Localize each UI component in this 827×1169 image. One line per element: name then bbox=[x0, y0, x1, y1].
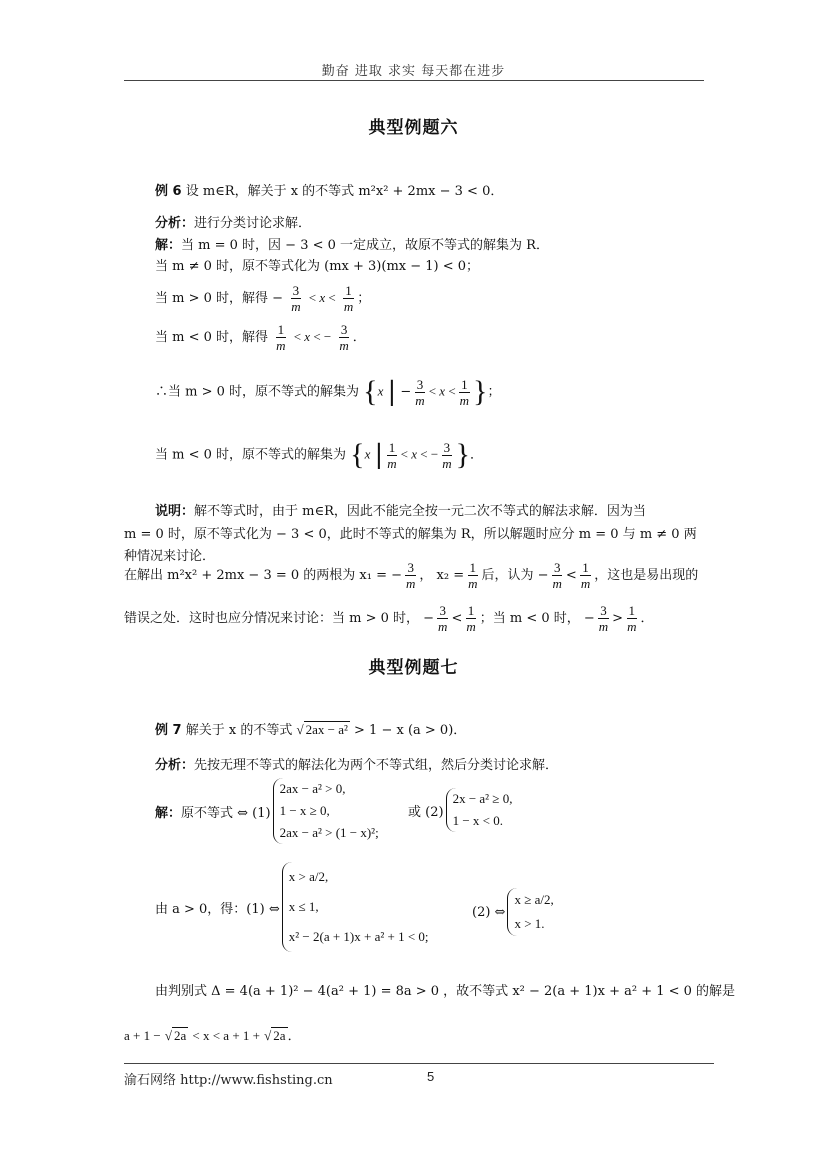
or-label-2: (2) ⇔ bbox=[472, 904, 506, 920]
denominator: m bbox=[468, 576, 478, 591]
fraction bbox=[551, 560, 564, 591]
solution-system-3 bbox=[155, 862, 429, 952]
denominator: m bbox=[580, 576, 591, 591]
fraction bbox=[436, 603, 449, 634]
numerator: 1 bbox=[277, 322, 285, 337]
note-line-3: 种情况来讨论． bbox=[124, 549, 216, 564]
solution-system-1 bbox=[155, 778, 379, 844]
example-6-problem bbox=[155, 180, 503, 199]
fraction bbox=[466, 560, 479, 591]
numerator: 1 bbox=[345, 283, 352, 298]
denominator: m bbox=[387, 455, 397, 471]
root-text-c: ． bbox=[287, 1029, 301, 1044]
system-row: 1 − x < 0. bbox=[452, 813, 503, 828]
footer-rule bbox=[124, 1063, 714, 1064]
system-row: 2ax − a² > (1 − x)²; bbox=[279, 825, 379, 840]
inequality-system-1 bbox=[273, 778, 379, 844]
solution-intro: 原不等式 ⇔ (1) bbox=[181, 805, 271, 821]
section-title-6: 典型例题六 bbox=[368, 118, 459, 138]
numerator: 3 bbox=[600, 603, 607, 618]
fraction bbox=[274, 322, 287, 353]
sqrt-radicand: 2ax − a² bbox=[305, 722, 348, 737]
note-text-4b: ， x₂ = bbox=[419, 568, 465, 583]
system-row: 2x − a² ≥ 0, bbox=[452, 791, 513, 806]
analysis-text: 进行分类讨论求解． bbox=[194, 216, 312, 231]
fraction bbox=[440, 440, 453, 471]
fraction bbox=[458, 377, 471, 408]
analysis-label: 分析： bbox=[155, 216, 195, 231]
solution-text-1: 当 m = 0 时，因 − 3 < 0 一定成立，故原不等式的解集为 R． bbox=[181, 238, 549, 253]
fraction bbox=[597, 603, 610, 634]
inequality-system-3 bbox=[282, 862, 429, 952]
solution-line-4: 当 m < 0 时，解得 $\frac{1}{m}$ < x < − $\frac{3}{m}$ ． bbox=[155, 322, 366, 353]
system-row: x ≥ a/2, bbox=[514, 892, 554, 907]
note-text-1: 解不等式时，由于 m∈R，因此不能完全按一元二次不等式的解法求解．因为当 bbox=[194, 504, 646, 519]
fraction bbox=[579, 560, 592, 591]
note-line-5: 错误之处．这时也应分情况来讨论：当 m > 0 时， − $\frac{3}{m}$ < $\frac{1}{m}$ ；当 m < 0 时， − $\frac{3}{m}$ > $\frac{1}{m}$ ． bbox=[124, 603, 654, 634]
or-label: 或 (2) bbox=[408, 804, 444, 820]
numerator: 3 bbox=[439, 603, 446, 618]
problem-text-a: 解关于 x 的不等式 bbox=[185, 723, 293, 738]
solution-label: 解： bbox=[155, 805, 182, 821]
numerator: 3 bbox=[553, 560, 561, 575]
note-text-5a: 错误之处．这时也应分情况来讨论：当 m > 0 时， − bbox=[124, 611, 435, 626]
sqrt-radicand: 2a bbox=[273, 1028, 286, 1043]
denominator: m bbox=[415, 392, 425, 408]
fraction bbox=[342, 283, 355, 314]
solution-line-5: ∴当 m > 0 时，原不等式的解集为 {x | − $\frac{3}{m}$ < x < $\frac{1}{m}$ }； bbox=[155, 375, 501, 408]
discriminant-line: 由判别式 Δ = 4(a + 1)² − 4(a² + 1) = 8a > 0 ，故不等式 x² − 2(a + 1)x + a² + 1 < 0 的解是 bbox=[155, 984, 736, 999]
note-line-1 bbox=[155, 500, 646, 519]
page-number: 5 bbox=[427, 1069, 435, 1084]
problem-text: 设 m∈R，解关于 x 的不等式 m²x² + 2mx − 3 < 0． bbox=[185, 184, 504, 199]
solution-text-6: 当 m < 0 时，原不等式的解集为 bbox=[155, 447, 347, 463]
numerator: 3 bbox=[407, 560, 414, 575]
system-row: 2ax − a² > 0, bbox=[279, 781, 346, 796]
solution-line-6: 当 m < 0 时，原不等式的解集为 {x | $\frac{1}{m}$ < x < − $\frac{3}{m}$ }． bbox=[155, 438, 484, 471]
analysis-line-7 bbox=[155, 754, 558, 773]
numerator: 1 bbox=[469, 560, 477, 575]
analysis-line bbox=[155, 212, 311, 231]
fraction bbox=[625, 603, 638, 634]
note-label: 说明： bbox=[155, 504, 195, 519]
solution-system-4 bbox=[472, 888, 554, 936]
solution-text-4: 当 m < 0 时，解得 bbox=[155, 330, 269, 345]
system-row: 1 − x ≥ 0, bbox=[279, 803, 330, 818]
fraction bbox=[337, 322, 350, 353]
numerator: 3 bbox=[340, 322, 348, 337]
analysis-text: 先按无理不等式的解法化为两个不等式组，然后分类讨论求解． bbox=[194, 758, 559, 773]
root-text-a: a + 1 − bbox=[124, 1028, 161, 1043]
system-row: x ≤ 1, bbox=[288, 899, 319, 914]
numerator: 3 bbox=[292, 283, 300, 298]
denominator: m bbox=[552, 576, 562, 591]
denominator: m bbox=[459, 392, 470, 408]
solution-line-2: 当 m ≠ 0 时，原不等式化为 (mx + 3)(mx − 1) < 0； bbox=[155, 259, 480, 274]
numerator: 3 bbox=[443, 439, 451, 455]
fraction bbox=[385, 440, 398, 471]
solution-system-2 bbox=[408, 788, 512, 832]
fraction bbox=[289, 283, 302, 314]
denominator: m bbox=[438, 619, 448, 634]
numerator: 1 bbox=[388, 439, 396, 455]
system-row: x > a/2, bbox=[288, 869, 329, 884]
system-row: x > 1. bbox=[514, 916, 545, 931]
root-line: a + 1 − √ 2a < x < a + 1 + √ 2a ． bbox=[124, 1028, 301, 1044]
fraction bbox=[464, 603, 477, 634]
denominator: m bbox=[276, 338, 286, 353]
analysis-label: 分析： bbox=[155, 758, 195, 773]
example-label: 例 7 bbox=[155, 723, 182, 738]
solution-label: 解： bbox=[155, 238, 182, 253]
root-text-b: < x < a + 1 + bbox=[192, 1028, 260, 1043]
denominator: m bbox=[442, 455, 452, 471]
solution-line-1 bbox=[155, 234, 549, 253]
denominator: m bbox=[627, 619, 637, 634]
header-rule bbox=[124, 80, 704, 81]
problem-text-b: > 1 − x (a > 0)． bbox=[354, 723, 467, 738]
system-row: x² − 2(a + 1)x + a² + 1 < 0; bbox=[288, 929, 429, 944]
note-text-5b: ；当 m < 0 时， − bbox=[479, 611, 595, 626]
example-7-problem: 例 7 解关于 x 的不等式 √ 2ax − a² > 1 − x (a > 0)． bbox=[155, 722, 467, 738]
solution-line-3: 当 m > 0 时，解得 − $\frac{3}{m}$ < x < $\frac{1}{m}$ ； bbox=[155, 283, 371, 314]
example-label: 例 6 bbox=[155, 184, 182, 199]
note-text-4d: ，这也是易出现的 bbox=[594, 568, 699, 583]
numerator: 1 bbox=[461, 376, 468, 392]
solution-text-3: 当 m > 0 时，解得 − bbox=[155, 291, 284, 306]
numerator: 1 bbox=[582, 560, 589, 575]
section-title-7: 典型例题七 bbox=[368, 658, 459, 678]
inequality-system-2 bbox=[446, 788, 513, 832]
inequality-system-4 bbox=[507, 888, 553, 936]
denominator: m bbox=[339, 338, 349, 353]
sqrt-radicand: 2a bbox=[173, 1028, 187, 1043]
footer-site: 渝石网络 http://www.fishsting.cn bbox=[124, 1073, 333, 1088]
solution-text-5: ∴当 m > 0 时，原不等式的解集为 bbox=[155, 384, 360, 400]
denominator: m bbox=[406, 576, 416, 591]
denominator: m bbox=[343, 299, 354, 314]
note-text-4a: 在解出 m²x² + 2mx − 3 = 0 的两根为 x₁ = − bbox=[124, 568, 403, 583]
step2-intro: 由 a > 0，得：(1) ⇔ bbox=[155, 901, 280, 917]
fraction bbox=[404, 560, 417, 591]
note-text-4c: 后，认为 − bbox=[481, 568, 549, 583]
denominator: m bbox=[466, 619, 476, 634]
note-line-2: m = 0 时，原不等式化为 − 3 < 0，此时不等式的解集为 R，所以解题时应分 m = 0 与 m ≠ 0 两 bbox=[124, 527, 697, 542]
denominator: m bbox=[598, 619, 609, 634]
page-header-motto: 勤奋 进取 求实 每天都在进步 bbox=[321, 64, 506, 79]
numerator: 3 bbox=[416, 376, 424, 392]
fraction bbox=[413, 377, 426, 408]
numerator: 1 bbox=[628, 603, 636, 618]
denominator: m bbox=[291, 299, 301, 314]
numerator: 1 bbox=[467, 603, 475, 618]
note-line-4: 在解出 m²x² + 2mx − 3 = 0 的两根为 x₁ = − $\frac{3}{m}$ ， x₂ = $\frac{1}{m}$ 后，认为 − $\frac{3}{m}$ < $\frac{1}{m}$ ，这也是易出现的 bbox=[124, 560, 699, 591]
